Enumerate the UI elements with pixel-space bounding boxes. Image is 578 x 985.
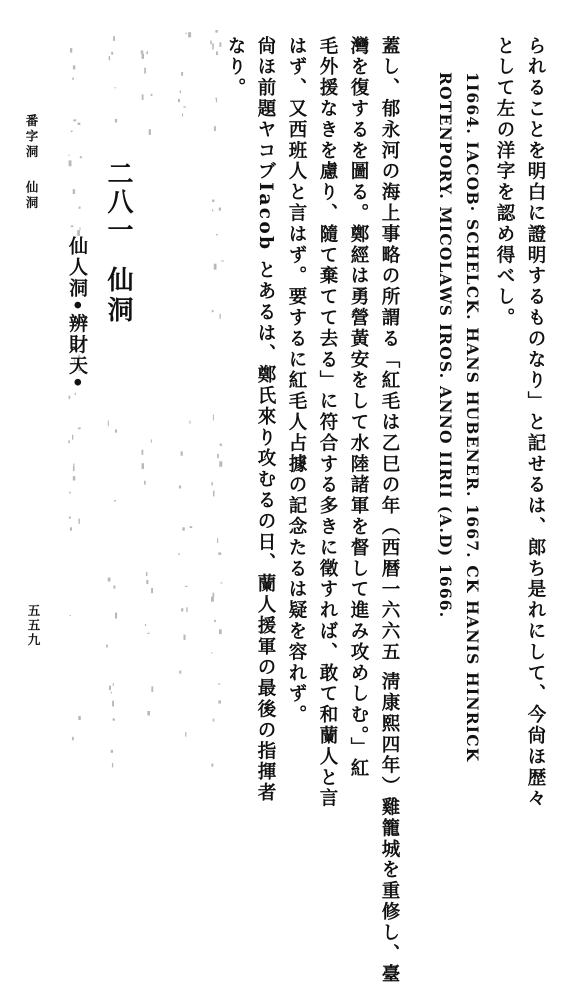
body-column-7: 毛外援なきを慮り、隨て棄てて去る」に符合する多きに徵すれば、敢て和蘭人と言 — [317, 36, 338, 810]
speckle-mark — [69, 396, 71, 399]
running-header-left: 番字洞 — [24, 114, 39, 161]
speckle-mark — [181, 451, 183, 455]
speckle-mark — [142, 450, 144, 455]
speckle-mark — [218, 683, 220, 684]
inscription-line-2: ROTENPORY. MICOLAWS IROS. ANNO IIRII (A.D) 1666. — [436, 72, 455, 619]
speckle-mark — [80, 227, 81, 230]
speckle-mark — [73, 189, 75, 194]
speckle-mark — [219, 629, 222, 634]
speckle-mark — [111, 52, 113, 55]
speckle-mark — [71, 225, 74, 227]
speckle-mark — [178, 553, 180, 555]
speckle-mark — [220, 582, 222, 583]
section-heading — [100, 160, 137, 326]
speckle-mark — [72, 435, 73, 440]
speckle-mark — [185, 33, 186, 34]
speckle-mark — [73, 119, 76, 121]
speckle-mark — [114, 500, 116, 501]
speckle-mark — [69, 492, 71, 494]
speckle-mark — [147, 633, 149, 634]
speckle-mark — [179, 486, 181, 489]
speckle-mark — [185, 732, 186, 736]
speckle-mark — [189, 421, 190, 424]
speckle-mark — [211, 764, 213, 767]
speckle-mark — [151, 440, 152, 443]
speckle-mark — [186, 607, 187, 612]
speckle-mark — [212, 310, 214, 312]
speckle-mark — [142, 463, 144, 469]
body-column-2: として左の洋字を認め得べし。 — [494, 36, 515, 329]
speckle-mark — [109, 56, 110, 60]
speckle-mark — [109, 686, 111, 691]
speckle-mark — [115, 87, 116, 88]
speckle-mark — [70, 615, 71, 616]
speckle-mark — [220, 444, 222, 447]
speckle-mark — [111, 750, 113, 753]
speckle-mark — [212, 43, 214, 49]
speckle-mark — [115, 613, 117, 619]
speckle-mark — [185, 586, 188, 587]
speckle-mark — [214, 620, 216, 622]
speckle-mark — [115, 430, 117, 433]
speckle-mark — [217, 538, 218, 543]
speckle-mark — [146, 580, 148, 584]
speckle-mark — [151, 94, 153, 96]
speckle-mark — [220, 314, 221, 319]
speckle-mark — [80, 156, 82, 158]
section-subtitle: 仙人洞•辨財天• — [66, 236, 88, 391]
speckle-mark — [184, 635, 186, 641]
running-header — [22, 114, 40, 212]
speckle-mark — [144, 481, 146, 485]
speckle-mark — [79, 207, 81, 209]
speckle-mark — [146, 51, 148, 54]
speckle-mark — [113, 36, 115, 41]
speckle-mark — [112, 701, 114, 707]
speckle-mark — [111, 692, 112, 694]
speckle-mark — [219, 208, 221, 211]
speckle-mark — [212, 210, 213, 212]
speckle-mark — [73, 476, 76, 480]
speckle-mark — [71, 131, 73, 133]
speckle-mark — [73, 65, 75, 69]
speckle-mark — [69, 517, 71, 519]
speckle-mark — [112, 763, 113, 767]
speckle-mark — [146, 572, 148, 576]
speckle-mark — [68, 155, 69, 156]
speckle-mark — [144, 68, 146, 74]
running-header-right: 仙洞 — [24, 180, 39, 212]
speckle-mark — [78, 716, 81, 720]
speckle-mark — [151, 588, 153, 593]
speckle-mark — [73, 464, 74, 470]
page-number: 五五九 — [26, 604, 41, 648]
speckle-mark — [108, 578, 111, 582]
body-column-6: 灣を復するを圖る。鄭經は勇營黃安をして水陸諸軍を督して進み攻めしむ。」紅 — [348, 36, 369, 780]
speckle-mark — [211, 482, 213, 485]
section-title: 仙洞 — [103, 266, 133, 326]
speckle-mark — [213, 593, 215, 598]
body-column-1: られることを明白に證明するものなり」と記せるは、郎ち是れにして、今尙ほ歴々 — [525, 36, 546, 810]
speckle-mark — [182, 527, 185, 530]
speckle-mark — [68, 440, 70, 443]
speckle-mark — [78, 123, 81, 125]
speckle-mark — [182, 113, 183, 116]
speckle-mark — [218, 552, 221, 555]
speckle-mark — [211, 597, 214, 602]
speckle-mark — [213, 491, 215, 497]
show-through-speckle — [60, 0, 230, 810]
speckle-mark — [142, 94, 144, 100]
speckle-mark — [219, 42, 221, 47]
speckle-mark — [181, 72, 183, 76]
speckle-mark — [181, 608, 183, 611]
speckle-mark — [72, 77, 74, 80]
speckle-mark — [179, 671, 181, 674]
speckle-mark — [213, 719, 215, 722]
speckle-mark — [108, 421, 109, 427]
speckle-mark — [214, 126, 216, 131]
speckle-mark — [142, 54, 145, 59]
speckle-mark — [147, 711, 150, 716]
speckle-mark — [216, 51, 218, 55]
speckle-mark — [141, 50, 144, 53]
speckle-mark — [221, 261, 224, 262]
speckle-mark — [216, 99, 217, 103]
speckle-mark — [216, 234, 218, 236]
speckle-mark — [210, 41, 212, 45]
speckle-mark — [180, 91, 181, 94]
speckle-mark — [212, 200, 214, 203]
speckle-mark — [113, 586, 115, 589]
inscription-line-1: 1I664. IACOB· SCHELCK. HANS HUBENER. 1667. CK HANIS HINRICK — [463, 72, 482, 763]
body-column-8: はず、又西班人と言はず。要するに紅毛人占據の記念たるは疑を容れず。 — [286, 36, 307, 726]
speckle-mark — [145, 624, 146, 626]
speckle-mark — [190, 526, 193, 528]
speckle-mark — [69, 160, 72, 166]
speckle-mark — [214, 264, 217, 270]
body-column-9: 尙ほ前題ヤコブIacob とあるは、鄭氏來り攻むるの日、蘭人援軍の最後の指揮者 — [255, 36, 276, 804]
body-column-5: 蓋し、郁永河の海上事略の所謂る「紅毛は乙巳の年（西暦一六六五 淸康熙四年）雞籠城を重修し、臺 — [379, 36, 400, 985]
speckle-mark — [113, 718, 115, 720]
speckle-mark — [70, 527, 72, 530]
speckle-mark — [183, 106, 186, 107]
speckle-mark — [219, 461, 222, 467]
speckle-mark — [78, 428, 81, 430]
body-column-10: なり。 — [225, 36, 246, 99]
speckle-mark — [215, 30, 217, 33]
speckle-mark — [211, 652, 212, 653]
speckle-mark — [106, 644, 108, 647]
speckle-mark — [72, 737, 74, 741]
section-number: 二八一 — [103, 160, 133, 244]
speckle-mark — [178, 99, 180, 102]
speckle-mark — [113, 683, 114, 686]
speckle-mark — [217, 454, 219, 458]
speckle-mark — [78, 519, 80, 524]
speckle-mark — [151, 686, 153, 692]
speckle-mark — [188, 32, 191, 37]
speckle-mark — [213, 415, 214, 421]
speckle-mark — [115, 119, 117, 123]
speckle-mark — [149, 129, 151, 135]
speckle-mark — [70, 48, 72, 53]
speckle-mark — [75, 393, 76, 395]
speckle-mark — [218, 700, 221, 703]
